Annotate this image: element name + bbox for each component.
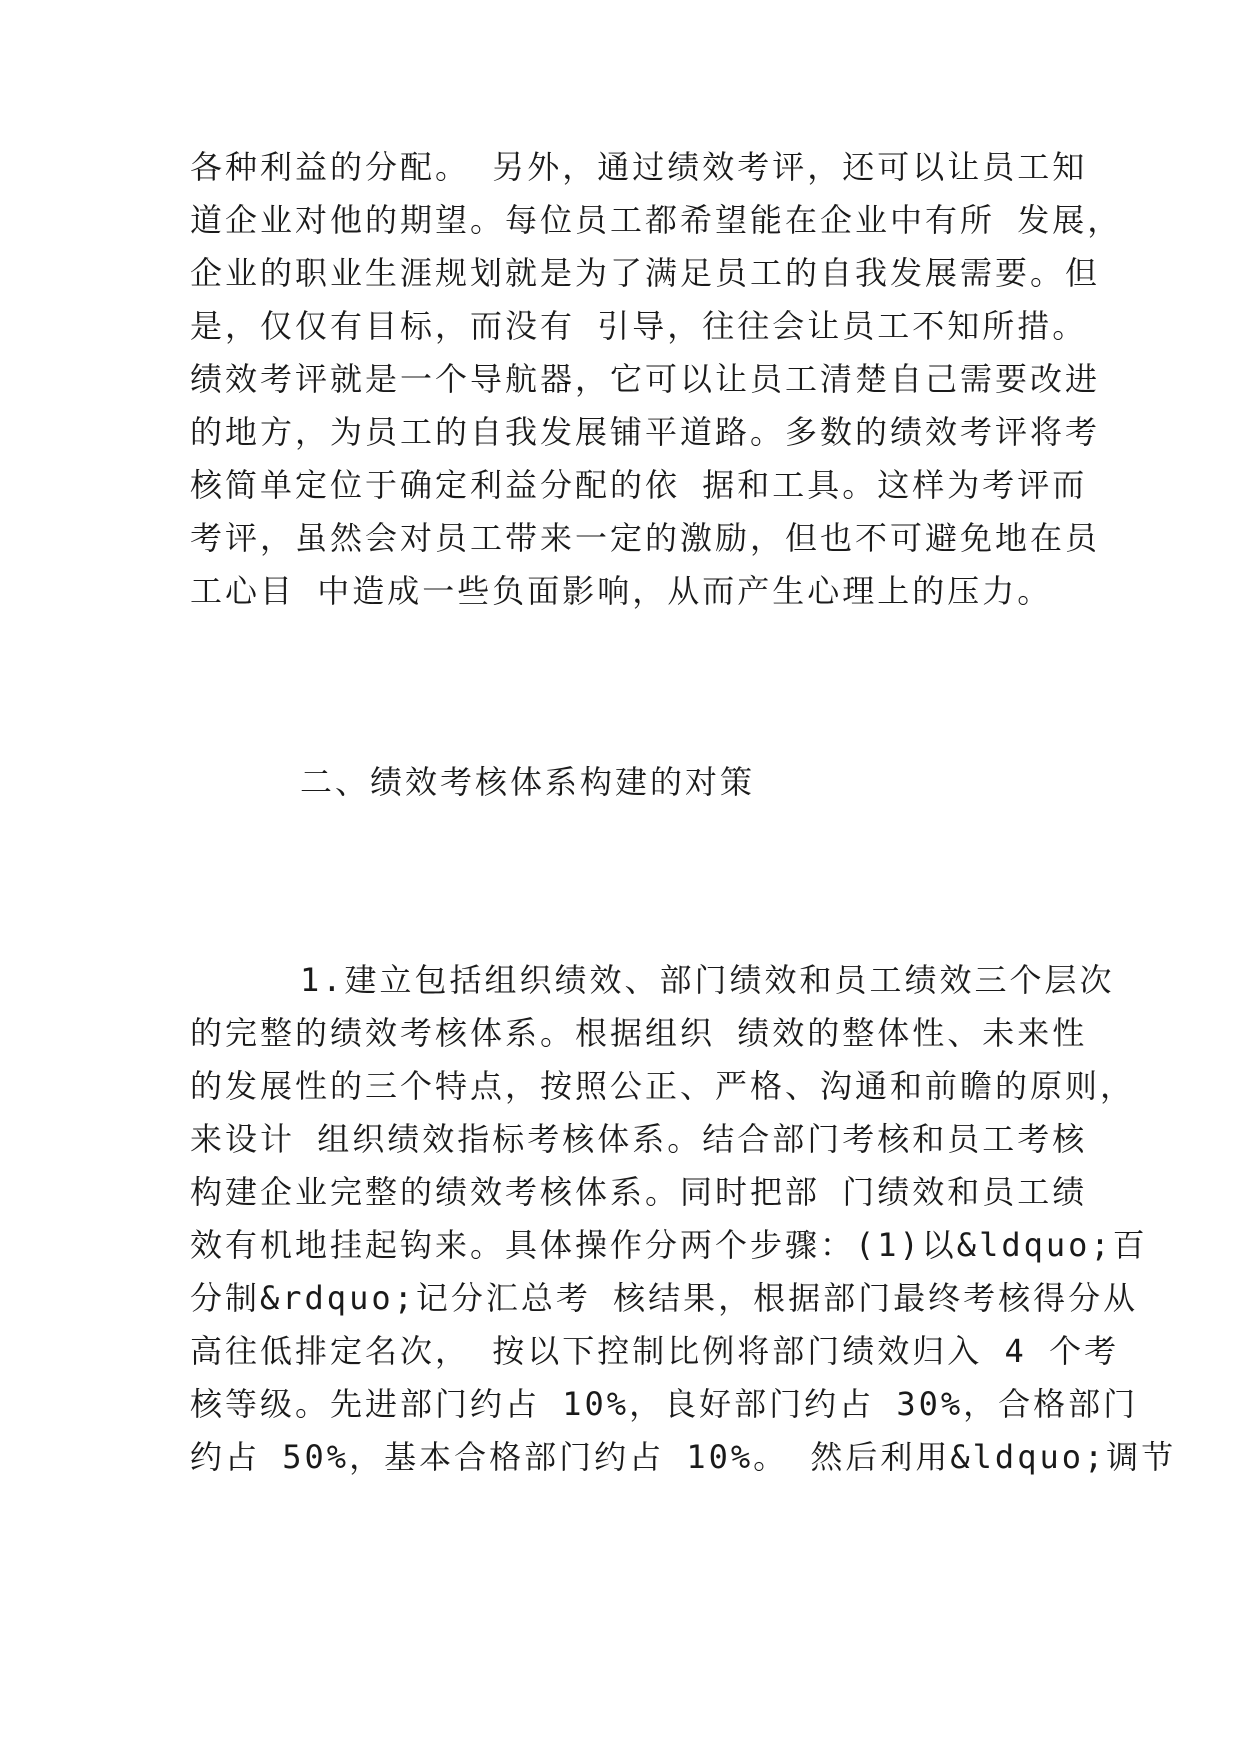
paragraph-2-line: 效有机地挂起钩来。具体操作分两个步骤：(1)以&ldquo;百: [190, 1226, 1148, 1264]
section-heading: 二、绩效考核体系构建的对策: [300, 763, 756, 801]
paragraph-2-line: 高往低排定名次， 按以下控制比例将部门绩效归入 4 个考: [190, 1332, 1120, 1370]
paragraph-1-line: 绩效考评就是一个导航器，它可以让员工清楚自己需要改进: [190, 360, 1101, 398]
paragraph-2-line: 的完整的绩效考核体系。根据组织 绩效的整体性、未来性: [190, 1014, 1088, 1052]
paragraph-2-line: 核等级。先进部门约占 10%，良好部门约占 30%，合格部门: [190, 1385, 1139, 1423]
paragraph-1-line: 核简单定位于确定利益分配的依 据和工具。这样为考评而: [190, 466, 1088, 504]
paragraph-1-line: 是，仅仅有目标，而没有 引导，往往会让员工不知所措。: [190, 307, 1088, 345]
paragraph-2-line: 1.建立包括组织绩效、部门绩效和员工绩效三个层次: [300, 961, 1115, 999]
paragraph-2-line: 约占 50%，基本合格部门约占 10%。 然后利用&ldquo;调节: [190, 1438, 1177, 1476]
paragraph-2-line: 来设计 组织绩效指标考核体系。结合部门考核和员工考核: [190, 1120, 1088, 1158]
paragraph-2-line: 构建企业完整的绩效考核体系。同时把部 门绩效和员工绩: [190, 1173, 1088, 1211]
paragraph-1-line: 道企业对他的期望。每位员工都希望能在企业中有所 发展，: [190, 201, 1123, 239]
paragraph-1-line: 考评，虽然会对员工带来一定的激励，但也不可避免地在员: [190, 519, 1101, 557]
paragraph-1-line: 企业的职业生涯规划就是为了满足员工的自我发展需要。但: [190, 254, 1101, 292]
paragraph-1-line: 工心目 中造成一些负面影响，从而产生心理上的压力。: [190, 572, 1053, 610]
paragraph-2-line: 的发展性的三个特点，按照公正、严格、沟通和前瞻的原则，: [190, 1067, 1136, 1105]
paragraph-1-line: 各种利益的分配。 另外，通过绩效考评，还可以让员工知: [190, 148, 1088, 186]
paragraph-1-line: 的地方，为员工的自我发展铺平道路。多数的绩效考评将考: [190, 413, 1101, 451]
paragraph-2-line: 分制&rdquo;记分汇总考 核结果，根据部门最终考核得分从: [190, 1279, 1139, 1317]
